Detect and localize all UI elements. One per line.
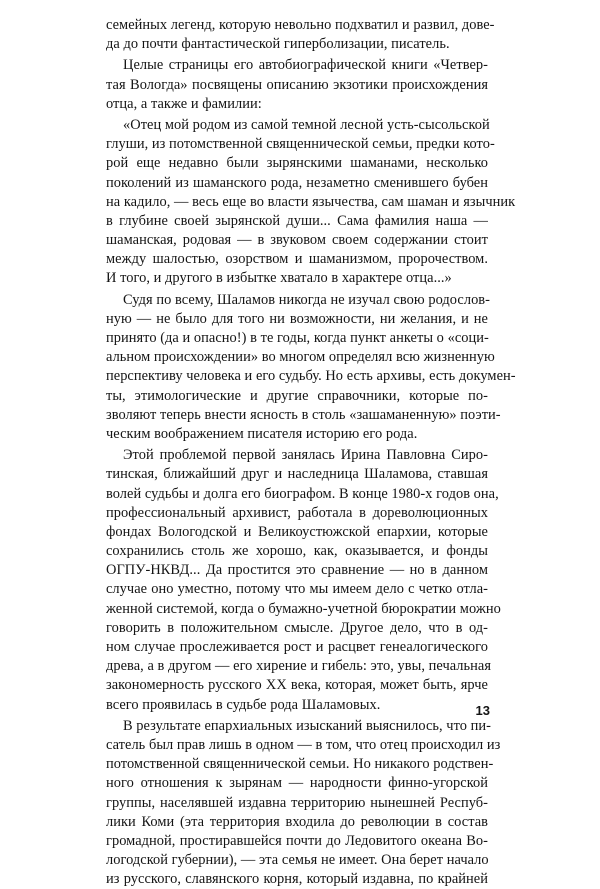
text-line: глуши, из потомственной священнической семьи, предки кото- [106,136,495,153]
text-line: ты, этимологические и другие справочники, которые по- [106,387,488,404]
text-line: «Отец мой родом из самой темной лесной усть-сысольской [123,116,490,133]
text-line: ческим воображением писателя историю его рода. [106,425,418,442]
text-line: семейных легенд, которую невольно подхватил и развил, дове- [106,17,495,33]
text-line: потомственной священнической семьи. Но никакого родствен- [106,756,494,773]
paragraph [106,56,488,114]
text-line: сохранились столь же хорошо, как, оказывается, и фонды [106,543,488,560]
text-line: громадной, простиравшейся почти до Ледовитого океана Во- [106,832,488,849]
text-line: принято (да и опасно!) в те годы, когда пункт анкеты о «соци- [106,330,489,346]
text-line: древа, а в другом — его хирение и гибель: это, увы, печальная [106,658,492,675]
text-line: на кадило, — весь еще во власти язычества, сам шаман и язычник [106,193,516,210]
text-line: В результате епархиальных изысканий выяснилось, что пи- [123,717,491,734]
page-number: 13 [475,703,490,718]
body-text [106,16,516,889]
text-line: из русского, славянского корня, который издавна, по крайней [106,871,488,888]
text-line: группы, населявшей издавна территорию нынешней Респуб- [106,794,488,811]
paragraph [106,16,495,54]
paragraph [106,446,501,715]
text-line: ного отношения к зырянам — народности финно-угорской [106,775,488,792]
text-line: тинская, ближайший друг и наследница Шаламова, ставшая [106,466,488,483]
text-line: Этой проблемой первой занялась Ирина Павловна Сиро- [123,447,488,464]
text-line: рой еще недавно были зырянскими шаманами, несколько [106,155,488,172]
paragraph [106,116,516,289]
text-line: профессиональный архивист, работала в дореволюционных [106,504,488,521]
text-line: И того, и другого в избытке хватало в характере отца...» [106,270,452,287]
text-line: в глубине своей зырянской души... Сама фамилия наша — [106,212,488,229]
text-line: логодской губернии), — эта семья не имеет. Она берет начало [106,852,489,869]
text-line: шаманская, родовая — в звуковом своем содержании стоит [106,232,488,249]
text-line: лики Коми (эта территория входила до революции в состав [106,813,488,830]
text-line: зволяют теперь внести ясность в столь «зашаманенную» поэти- [106,406,501,423]
text-line: сатель был прав лишь в одном — в том, что отец происходил из [106,736,501,753]
text-line: ную — не было для того ни возможности, ни желания, и не [106,310,488,327]
text-line: Судя по всему, Шаламов никогда не изучал свою родослов- [123,291,490,308]
text-line: да до почти фантастической гиперболизации, писатель. [106,36,450,53]
text-line: Целые страницы его автобиографической книги «Четвер- [123,57,488,74]
paragraph [106,291,516,445]
text-line: волей судьбы и долга его биографом. В конце 1980-х годов она, [106,485,499,502]
text-line: отца, а также и фамилии: [106,95,262,112]
text-line: случае оно уместно, потому что мы имеем дело с четко отла- [106,581,488,598]
text-line: поколений из шаманского рода, незаметно сменившего бубен [106,174,488,191]
text-line: всего проявилась в судьбе рода Шаламовых. [106,696,381,713]
text-line: альном происхождении» во многом определял всю жизненную [106,349,495,366]
text-line: закономерность русского XX века, которая, может быть, ярче [106,677,488,694]
text-line: говорить в положительном смысле. Другое дело, что в од- [106,619,488,636]
text-line: перспективу человека и его судьбу. Но есть архивы, есть докумен- [106,368,516,385]
text-line: фондах Вологодской и Великоустюжской епархии, которые [106,523,488,540]
text-line: тая Вологда» посвящены описанию экзотики происхождения [106,76,488,93]
paragraph [106,717,501,889]
text-line: ОГПУ-НКВД... Да простится это сравнение — но в данном [106,562,488,579]
text-line: ном случае прослеживается рост и расцвет генеалогического [106,639,488,655]
text-line: женной системой, когда о бумажно-учетной бюрократии можно [106,600,501,617]
text-line: между шалостью, озорством и шаманизмом, пророчеством. [106,251,488,268]
